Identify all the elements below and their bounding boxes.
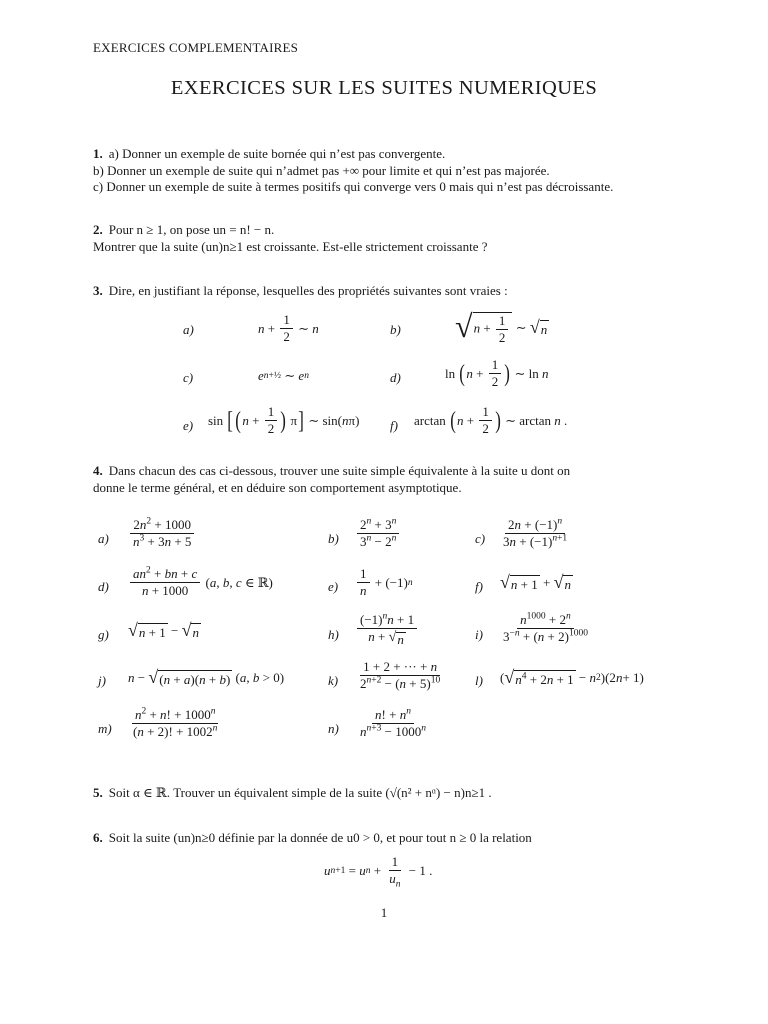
formula-4a: $\frac{2n^2 + 1000}{n^3 + 3n + 5}$ (128, 518, 196, 549)
item-label: n) (328, 721, 339, 736)
exercise-2-line2: Montrer que la suite (un)n≥1 est croissante. Est-elle strictement croissante ? (93, 238, 488, 254)
item-label: m) (98, 721, 112, 736)
exercise-number: 5. (93, 785, 103, 800)
item-label: e) (183, 418, 194, 433)
item-label: l) (475, 673, 483, 688)
formula-4e: $\frac{1}{n}$ + (−1) n (355, 567, 413, 598)
formula-3d: ln ( n + $\frac{1}{2}$ ) ∼ ln n (445, 357, 549, 389)
item-label: a) (98, 531, 109, 546)
formula-4i: $\frac{n^{1000} + 2^n}{3^{-n} + (n + 2)^{1000}}$ (503, 611, 588, 644)
item-label: b) (390, 322, 401, 337)
formula-3a: n + $\frac{1}{2}$ ∼ n (258, 312, 319, 344)
page-header: EXERCICES COMPLEMENTAIRES (93, 40, 299, 55)
formula-4f: √ n + 1 + √ n (500, 572, 571, 592)
formula-3e: sin [ ( n + $\frac{1}{2}$ ) π ] ∼ sin( n π) (208, 404, 360, 436)
exercise-number: 4. (93, 463, 103, 478)
formula-4l: ( √ $n^4 + 2n + 1$ − n 2 )(2 n + 1) (500, 667, 644, 687)
formula-4n: $\frac{n! + n^n}{n^{n+3} - 1000^n}$ (360, 706, 426, 739)
exercise-4 (93, 463, 683, 496)
page-number: 1 (380, 905, 388, 920)
formula-4h: $(-1)^nn + 1$ n + √ n (355, 613, 419, 646)
exercise-4-text1: Dans chacun des cas ci-dessous, trouver une suite simple équivalente à la suite u dont on (108, 463, 571, 478)
formula-4c: $\frac{2n + (-1)^n}{3n + (-1)^{n+1}}$ (503, 516, 568, 549)
item-label: g) (98, 627, 109, 642)
exercise-2 (93, 222, 683, 255)
exercise-3 (93, 283, 683, 300)
item-label: i) (475, 627, 483, 642)
item-label: c) (183, 370, 194, 385)
formula-3f: arctan ( n + $\frac{1}{2}$ ) ∼ arctan n . (414, 404, 568, 436)
formula-4d: $\frac{an^2 + bn + c}{n + 1000}$ ( a , b , c ∈ ℝ) (128, 567, 273, 598)
formula-6-recurrence: u n+1 = u n + $\frac{1}{u_n}$ − 1 . (324, 854, 433, 890)
item-label: f) (475, 579, 483, 594)
item-label: d) (98, 579, 109, 594)
exercise-1 (93, 146, 683, 196)
exercise-6 (93, 830, 683, 847)
exercise-1-a: a) Donner un exemple de suite bornée qui n’est pas convergente. (108, 146, 446, 161)
exercise-1-b: b) Donner un exemple de suite qui n’admet pas +∞ pour limite et qui n’est pas majorée. (93, 162, 550, 178)
item-label: e) (328, 579, 339, 594)
formula-4m: $\frac{n^2 + n! + 1000^n}{(n + 2)! + 1002^n}$ (133, 706, 218, 739)
formula-4j: n − √ (n + a)(n + b) ( a , b > 0) (128, 667, 285, 687)
formula-4b: $\frac{2^n + 3^n}{3^n - 2^n}$ (355, 518, 401, 549)
exercise-number: 1. (93, 146, 103, 161)
exercise-3-text: Dire, en justifiant la réponse, lesquelles des propriétés suivantes sont vraies : (108, 283, 508, 298)
exercise-number: 3. (93, 283, 103, 298)
exercise-5 (93, 785, 683, 802)
item-label: f) (390, 418, 398, 433)
item-label: h) (328, 627, 339, 642)
exercise-number: 6. (93, 830, 103, 845)
exercise-1-c: c) Donner un exemple de suite à termes positifs qui converge vers 0 mais qui n’est pas décroissante. (93, 179, 614, 194)
exercise-number: 2. (93, 222, 103, 237)
item-label: k) (328, 673, 339, 688)
formula-4g: √ n + 1 − √ n (128, 620, 199, 640)
formula-3b: √ n + $\frac{1}{2}$ ∼ √ n (455, 308, 548, 345)
exercise-5-text: Soit α ∈ ℝ. Trouver un équivalent simple de la suite (√(n² + nᵅ) − n)n≥1 . (108, 785, 492, 800)
item-label: a) (183, 322, 194, 337)
exercise-2-line1: Pour n ≥ 1, on pose un = n! − n. (108, 222, 275, 237)
formula-4k: $\frac{1 + 2 + \cdot\cdot\cdot + n}{2^{n+2} - (n + 5)^{10}}$ (360, 659, 441, 691)
page-title: EXERCICES SUR LES SUITES NUMERIQUES (170, 77, 598, 99)
formula-3c: e n+½ ∼ e n (258, 368, 309, 383)
item-label: c) (475, 531, 486, 546)
item-label: j) (98, 673, 106, 688)
item-label: d) (390, 370, 401, 385)
exercise-6-text: Soit la suite (un)n≥0 définie par la donnée de u0 > 0, et pour tout n ≥ 0 la relation (108, 830, 532, 845)
item-label: b) (328, 531, 339, 546)
exercise-4-text2: donne le terme général, et en déduire son comportement asymptotique. (93, 479, 462, 495)
